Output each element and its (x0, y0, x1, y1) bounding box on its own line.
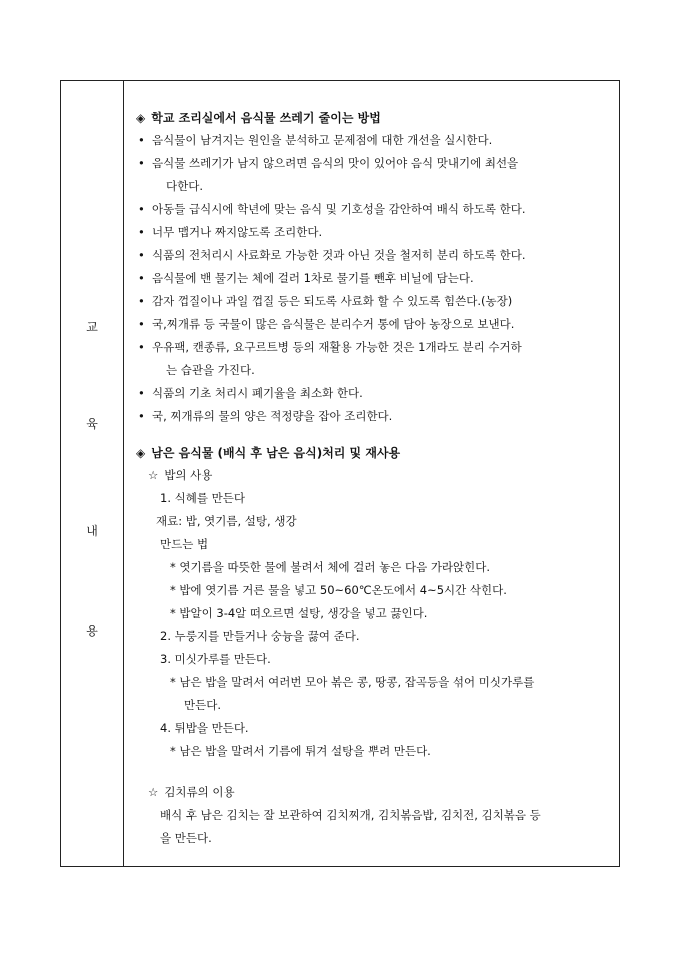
spacer (124, 763, 609, 781)
side-label-3: 내 (86, 524, 98, 538)
rice-step: 1. 식혜를 만든다 (160, 491, 245, 505)
rice-method-continuation: 만든다. (184, 698, 221, 712)
rice-step: 3. 미싯가루를 만든다. (160, 652, 271, 666)
rice-method-item: * 밥알이 3-4알 떠오르면 설탕, 생강을 넣고 끓인다. (170, 606, 428, 620)
kimchi-text: 을 만든다. (160, 831, 212, 845)
section2-title: 남은 음식물 (배식 후 남은 음식)처리 및 재사용 (151, 446, 401, 460)
bullet-item: • 식품의 기초 처리시 폐기율을 최소화 한다. (124, 382, 609, 405)
bullet-item: • 국, 찌개류의 물의 양은 적정량을 잡아 조리한다. (124, 405, 609, 428)
bullet-item: • 우유팩, 캔종류, 요구르트병 등의 재활용 가능한 것은 1개라도 분리 수거하 (124, 336, 609, 359)
content-table (60, 80, 620, 867)
bullet-item: • 너무 맵거나 짜지않도록 조리한다. (124, 221, 609, 244)
rice-method-item: * 엿기름을 따뜻한 물에 불려서 체에 걸러 놓은 다음 가라앉힌다. (170, 560, 491, 574)
content-body (124, 107, 609, 850)
rice-method-label: 만드는 법 (160, 537, 209, 551)
diamond-icon: ◈ (136, 446, 146, 460)
bullet-item: • 식품의 전처리시 사료화로 가능한 것과 아닌 것을 철저히 분리 하도록 한다. (124, 244, 609, 267)
bullet-item: • 국,찌개류 등 국물이 많은 음식물은 분리수거 통에 담아 농장으로 보낸다. (124, 313, 609, 336)
side-label-2: 육 (86, 417, 98, 431)
bullet-item: • 음식물 쓰레기가 남지 않으려면 음식의 맛이 있어야 음식 맛내기에 최선을 (124, 152, 609, 175)
bullet-continuation: 다한다. (166, 179, 203, 193)
section1-heading (136, 107, 609, 129)
side-label-1: 교 (86, 320, 98, 334)
kimchi-heading: ☆ 김치류의 이용 (124, 781, 609, 804)
rice-ingredients: 재료: 밥, 엿기름, 설탕, 생강 (156, 514, 297, 528)
rice-step: 2. 누룽지를 만들거나 숭늉을 끓여 준다. (160, 629, 360, 643)
section1-title: 학교 조리실에서 음식물 쓰레기 줄이는 방법 (151, 111, 381, 125)
kimchi-text: 배식 후 남은 김치는 잘 보관하여 김치찌개, 김치볶음밥, 김치전, 김치볶음 등 (160, 808, 541, 822)
diamond-icon: ◈ (136, 111, 146, 125)
bullet-item: • 아동들 급식시에 학년에 맞는 음식 및 기호성을 감안하여 배식 하도록 한다. (124, 198, 609, 221)
bullet-item: • 감자 껍질이나 과일 껍질 등은 되도록 사료화 할 수 있도록 힘쓴다.(농장) (124, 290, 609, 313)
rice-heading: ☆ 밥의 사용 (124, 464, 609, 487)
section2-heading (136, 442, 609, 464)
rice-method-item: * 남은 밥을 말려서 기름에 튀겨 설탕을 뿌려 만든다. (170, 744, 431, 758)
bullet-continuation: 는 습관을 가진다. (166, 363, 255, 377)
bullet-item: • 음식물이 남겨지는 원인을 분석하고 문제점에 대한 개선을 실시한다. (124, 129, 609, 152)
rice-method-item: * 밥에 엿기름 거른 물을 넣고 50~60℃온도에서 4~5시간 삭힌다. (170, 583, 507, 597)
side-label-4: 용 (86, 624, 98, 638)
spacer (124, 428, 609, 442)
rice-step: 4. 튀밥을 만든다. (160, 721, 249, 735)
rice-method-item: * 남은 밥을 말려서 여러번 모아 볶은 콩, 땅콩, 잡곡등을 섞어 미싯가루를 (170, 675, 535, 689)
bullet-item: • 음식물에 밴 물기는 체에 걸러 1차로 물기를 뺀후 비닐에 담는다. (124, 267, 609, 290)
